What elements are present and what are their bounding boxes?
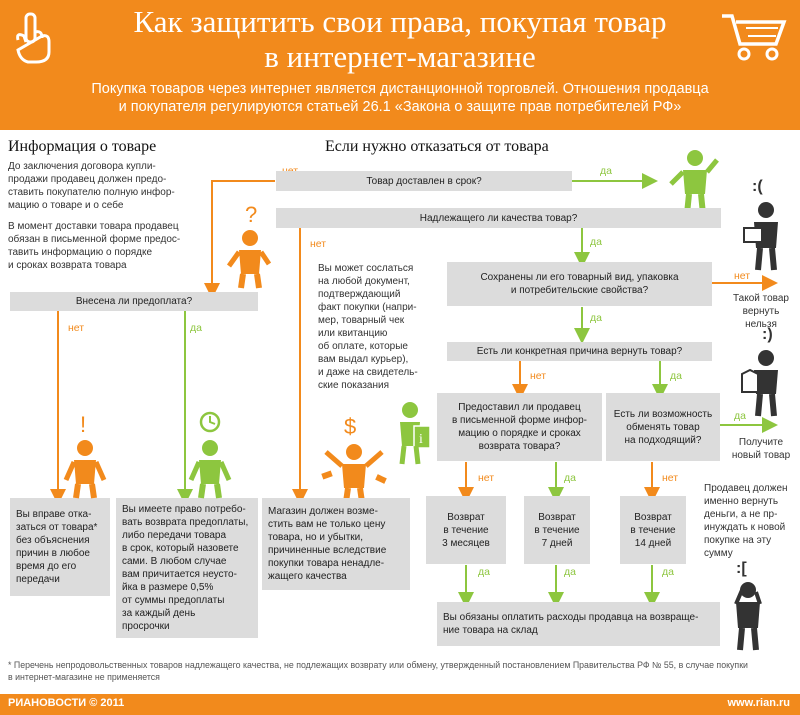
text-line: возврата товара?	[478, 441, 561, 452]
text-line: ставить покупателю полную инфор-	[8, 187, 175, 198]
text-line: время до его	[16, 561, 77, 572]
info-on-delivery	[8, 220, 208, 272]
text-line: в течение	[534, 524, 580, 536]
ria-novosti-logo: РИАНОВОСТИ © 2011	[8, 697, 125, 709]
text-line: инуждать к новой	[704, 522, 786, 533]
proof-of-purchase-note	[318, 262, 428, 392]
text-line: об оплате, которые	[318, 341, 408, 352]
label-no: нет	[310, 238, 327, 250]
no-prepay-result	[10, 498, 110, 596]
label-no: нет	[68, 322, 85, 334]
text-line: Есть ли возможность	[613, 408, 713, 420]
text-line: в течение	[630, 524, 676, 536]
person-clock-icon	[185, 410, 235, 500]
text-line: от суммы предоплаты	[122, 595, 225, 606]
text-line: покупки товара ненадле-	[268, 558, 385, 569]
return-3-months	[426, 496, 506, 564]
subtitle-line: Покупка товаров через интернет является дистанционной торговлей. Отношения продавца	[91, 81, 709, 97]
sad-emoticon: :(	[752, 178, 763, 195]
text-line: в течение	[443, 524, 489, 536]
label-yes: да	[734, 410, 746, 422]
text-line: вернуть	[742, 306, 780, 317]
text-line: Получите	[738, 437, 784, 448]
footnote	[8, 659, 793, 683]
text-line: в интернет-магазине не применяется	[8, 672, 160, 682]
label-no: нет	[734, 270, 751, 282]
appearance-preserved-question	[447, 262, 712, 306]
text-line: Вы вправе отка-	[16, 509, 92, 520]
left-section-title: Информация о товаре	[8, 138, 157, 155]
label-yes: да	[190, 322, 202, 334]
title-line: Как защитить свои права, покупая товар	[133, 4, 667, 39]
text-line: и сроках возврата товара	[8, 260, 127, 271]
text-line: вам причитается неусто-	[122, 569, 237, 580]
label-yes: да	[564, 472, 576, 484]
text-line: Возврат	[634, 511, 672, 523]
text-line: за каждый день	[122, 608, 196, 619]
subtitle-line: и покупателя регулируются статьей 26.1 «Закона о защите прав потребителей РФ»	[118, 99, 682, 115]
text-line: 7 дней	[541, 537, 573, 549]
text-line: Возврат	[538, 511, 576, 523]
text-line: В момент доставки товара продавец	[8, 221, 179, 232]
site-link[interactable]: www.rian.ru	[727, 697, 790, 709]
text-line: просрочки	[122, 621, 170, 632]
text-line: Такой товар	[733, 293, 789, 304]
title-line: в интернет-магазине	[264, 39, 536, 74]
text-line: обменять товар	[626, 421, 700, 433]
person-dollar-icon	[318, 412, 390, 504]
text-line: либо передачи товара	[122, 530, 227, 541]
text-line: вам выдал курьер),	[318, 354, 409, 365]
info-before-contract	[8, 160, 208, 212]
text-line: 3 месяцев	[442, 537, 490, 549]
label-yes: да	[590, 312, 602, 324]
cannot-return-note	[722, 292, 800, 331]
text-line: и потребительские свойства?	[510, 285, 649, 296]
text-line: Предоставил ли продавец	[458, 402, 581, 413]
written-info-question	[437, 393, 602, 461]
text-line: на любой документ,	[318, 276, 410, 287]
text-line: тавить информацию о порядке	[8, 247, 153, 258]
return-14-days	[620, 496, 686, 564]
svg-text:?: ?	[245, 202, 258, 227]
label-yes: да	[600, 165, 612, 177]
svg-text:i: i	[419, 432, 423, 447]
text-line: факт покупки (напри-	[318, 302, 417, 313]
text-line: причиненные вследствие	[268, 545, 387, 556]
text-line: сами. В любом случае	[122, 556, 227, 567]
text-line: Вы обязаны оплатить расходы продавца на возвраще-	[443, 612, 699, 623]
text-line: Вы может сослаться	[318, 263, 414, 274]
text-line: на подходящий?	[624, 434, 702, 446]
label-yes: да	[564, 566, 576, 578]
text-line: Вы имеете право потребо-	[122, 504, 246, 515]
person-question-icon	[225, 200, 275, 290]
text-line: Возврат	[447, 511, 485, 523]
return-7-days	[524, 496, 590, 564]
label-yes: да	[478, 566, 490, 578]
person-clothes-icon	[738, 348, 792, 418]
label-yes: да	[590, 236, 602, 248]
text-line: деньги, а не пр-	[704, 509, 778, 520]
label-no: нет	[662, 472, 679, 484]
label-no: нет	[530, 370, 547, 382]
text-line: мер, товарный чек	[318, 315, 405, 326]
text-line: стить вам не только цену	[268, 519, 386, 530]
prepay-result	[116, 498, 258, 638]
text-line: мацию о порядке и сроках	[458, 428, 581, 439]
happy-emoticon: :)	[762, 326, 773, 343]
text-line: До заключения договора купли-	[8, 161, 156, 172]
prepay-question: Внесена ли предоплата?	[10, 292, 258, 311]
text-line: нельзя	[745, 319, 777, 330]
pay-return-costs-result	[437, 602, 720, 646]
text-line: жащего качества	[268, 571, 347, 582]
text-line: Продавец должен	[704, 483, 788, 494]
text-line: и даже на свидетель-	[318, 367, 418, 378]
proper-quality-question: Надлежащего ли качества товар?	[276, 208, 721, 228]
seller-must-refund-note	[704, 482, 800, 560]
text-line: ские показания	[318, 380, 389, 391]
text-line: обязан в письменной форме предос-	[8, 234, 181, 245]
person-exclamation-icon	[60, 410, 110, 500]
get-new-item-note	[722, 436, 800, 462]
text-line: именно вернуть	[704, 496, 779, 507]
footer-bar	[0, 694, 800, 715]
text-line: без объяснения	[16, 535, 90, 546]
damages-result	[262, 498, 410, 590]
text-line: вать возврата предоплаты,	[122, 517, 249, 528]
label-yes: да	[662, 566, 674, 578]
text-line: или квитанцию	[318, 328, 388, 339]
text-line: Сохранены ли его товарный вид, упаковка	[480, 272, 679, 283]
text-line: в письменной форме инфор-	[451, 415, 588, 426]
svg-text:$: $	[344, 414, 357, 439]
person-worried-icon	[726, 580, 772, 652]
specific-reason-question: Есть ли конкретная причина вернуть товар?	[447, 342, 712, 361]
text-line: подтверждающий	[318, 289, 401, 300]
text-line: заться от товара*	[16, 522, 98, 533]
text-line: передачи	[16, 574, 60, 585]
label-no: нет	[478, 472, 495, 484]
text-line: новый товар	[731, 450, 791, 461]
right-section-title: Если нужно отказаться от товара	[325, 138, 549, 155]
text-line: ние товара на склад	[443, 625, 538, 636]
svg-text:!: !	[80, 412, 87, 437]
text-line: сумму	[704, 548, 733, 559]
label-yes: да	[670, 370, 682, 382]
text-line: мацию о товаре и о себе	[8, 200, 124, 211]
person-info-icon	[394, 400, 434, 466]
worried-emoticon: :[	[736, 560, 747, 577]
person-gift-icon	[740, 200, 792, 272]
text-line: товара, но и убытки,	[268, 532, 364, 543]
text-line: продажи продавец должен предо-	[8, 174, 167, 185]
text-line: йка в размере 0,5%	[122, 582, 214, 593]
text-line: 14 дней	[634, 537, 672, 549]
text-line: * Перечень непродовольственных товаров надлежащего качества, не подлежащих возврату или обмену, утвержденный постановлением Правительства РФ № 55, в случае покупки	[8, 660, 748, 670]
text-line: покупке на эту	[704, 535, 772, 546]
exchange-possible-question	[606, 393, 720, 461]
text-line: Магазин должен возме-	[268, 506, 378, 517]
text-line: в срок, который назовете	[122, 543, 239, 554]
text-line: причин в любое	[16, 548, 90, 559]
delivered-on-time-question: Товар доставлен в срок?	[276, 171, 572, 191]
